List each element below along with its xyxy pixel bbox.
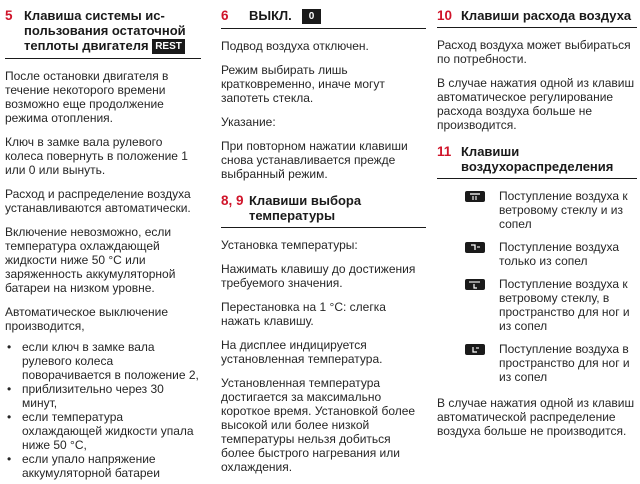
title-line-text: теплоты двигателя — [24, 38, 149, 53]
title-line — [24, 38, 186, 54]
section-8-9-header — [221, 193, 426, 223]
section-title — [24, 8, 186, 54]
section-title: Клавиши расхода воздуха — [461, 8, 632, 23]
section-10-header — [437, 8, 637, 23]
windshield-airflow-icon — [465, 191, 485, 202]
list-item — [5, 340, 201, 382]
paragraph: В случае нажатия одной из клавиш автоматическое регулирование расхода воздуха больше не производится. — [437, 76, 635, 132]
rest-key-badge: REST — [152, 39, 185, 54]
section-number: 10 — [437, 8, 453, 23]
paragraph: При повторном нажатии клавиши снова устанавливается прежде выбранный режим. — [221, 139, 408, 181]
paragraph: Указание: — [221, 115, 276, 129]
paragraph: В случае нажатия одной из клавиш автоматической распределение воздуха больше не производится. — [437, 396, 635, 438]
off-and-temperature-column — [221, 8, 426, 484]
list-item-text: приблизительно через 30 минут, — [22, 382, 164, 410]
bullet-icon: • — [7, 382, 12, 396]
section-rule — [437, 27, 637, 28]
airflow-control-row — [437, 240, 637, 268]
paragraph: Автоматическое выключение производится, — [5, 305, 169, 333]
paragraph: Установленная температура достигается за максимально короткое время. Установкой более высокой или более низкой температуры нельзя добиться более быстрого нагревания или охлаждения. — [221, 376, 416, 474]
airflow-control-row — [437, 342, 637, 384]
bullet-icon: • — [7, 452, 12, 466]
control-description: Поступление воздуха к ветровому стеклу и из сопел — [499, 189, 628, 231]
paragraph: Расход воздуха может выбираться по потребности. — [437, 38, 631, 66]
auto-off-conditions-list — [5, 340, 201, 480]
control-description: Поступление воздуха к ветровому стеклу, в пространство для ног и из сопел — [499, 277, 630, 333]
paragraph: После остановки двигателя в течение некоторого времени возможно еще продолжение режима отопления. — [5, 69, 169, 125]
off-key-badge: 0 — [302, 9, 322, 24]
vents-airflow-icon — [465, 242, 485, 253]
airflow-column — [437, 8, 637, 448]
list-item — [5, 452, 201, 480]
section-number: 6 — [221, 8, 229, 23]
section-rule — [437, 178, 637, 179]
list-item-text: если упало напряжение аккумуляторной батареи — [22, 452, 160, 480]
control-description: Поступление воздуха только из сопел — [499, 240, 619, 268]
section-rule — [221, 28, 426, 29]
list-item — [5, 410, 201, 452]
section-title: Клавиши выбора температуры — [249, 193, 362, 223]
airflow-control-row — [437, 189, 637, 231]
section-rule — [221, 227, 426, 228]
list-item-text: если температура охлаждающей жидкости упала ниже 50 °C, — [22, 410, 194, 452]
bullet-icon: • — [7, 410, 12, 424]
paragraph: Нажимать клавишу до достижения требуемого значения. — [221, 262, 416, 290]
list-item — [5, 382, 201, 410]
paragraph: Установка температуры: — [221, 238, 358, 252]
control-description: Поступление воздуха в пространство для ног и из сопел — [499, 342, 630, 384]
section-5-header — [5, 8, 201, 54]
section-title — [249, 8, 321, 24]
list-item-text: если ключ в замке вала рулевого колеса поворачивается в положение 2, — [22, 340, 199, 382]
section-title-text: ВЫКЛ. — [249, 8, 292, 23]
rest-key-column — [5, 8, 201, 480]
airflow-control-row — [437, 277, 637, 333]
paragraph: Перестановка на 1 °C: слегка нажать клавишу. — [221, 300, 386, 328]
bullet-icon: • — [7, 340, 12, 354]
section-rule — [5, 58, 201, 59]
section-6-header — [221, 8, 426, 24]
paragraph: На дисплее индицируется установленная температура. — [221, 338, 383, 366]
section-number: 5 — [5, 8, 13, 23]
title-line: Клавиша системы ис- — [24, 8, 165, 23]
footwell-vents-airflow-icon — [465, 344, 485, 355]
section-number: 8, 9 — [221, 193, 244, 208]
paragraph: Включение невозможно, если температура охлаждающей жидкости ниже 50 °C или заряженность аккумуляторной батареи на низком уровне. — [5, 225, 176, 295]
section-11-header — [437, 144, 637, 174]
title-line: пользования остаточной — [24, 23, 186, 38]
paragraph: Расход и распределение воздуха устанавливаются автоматически. — [5, 187, 191, 215]
section-number: 11 — [437, 144, 452, 159]
paragraph: Подвод воздуха отключен. — [221, 39, 369, 53]
windshield-footwell-vents-airflow-icon — [465, 279, 485, 290]
paragraph: Режим выбирать лишь кратковременно, иначе могут запотеть стекла. — [221, 63, 385, 105]
paragraph: Ключ в замке вала рулевого колеса повернуть в положение 1 или 0 или вынуть. — [5, 135, 188, 177]
section-title: Клавиши воздухораспределения — [461, 144, 614, 174]
